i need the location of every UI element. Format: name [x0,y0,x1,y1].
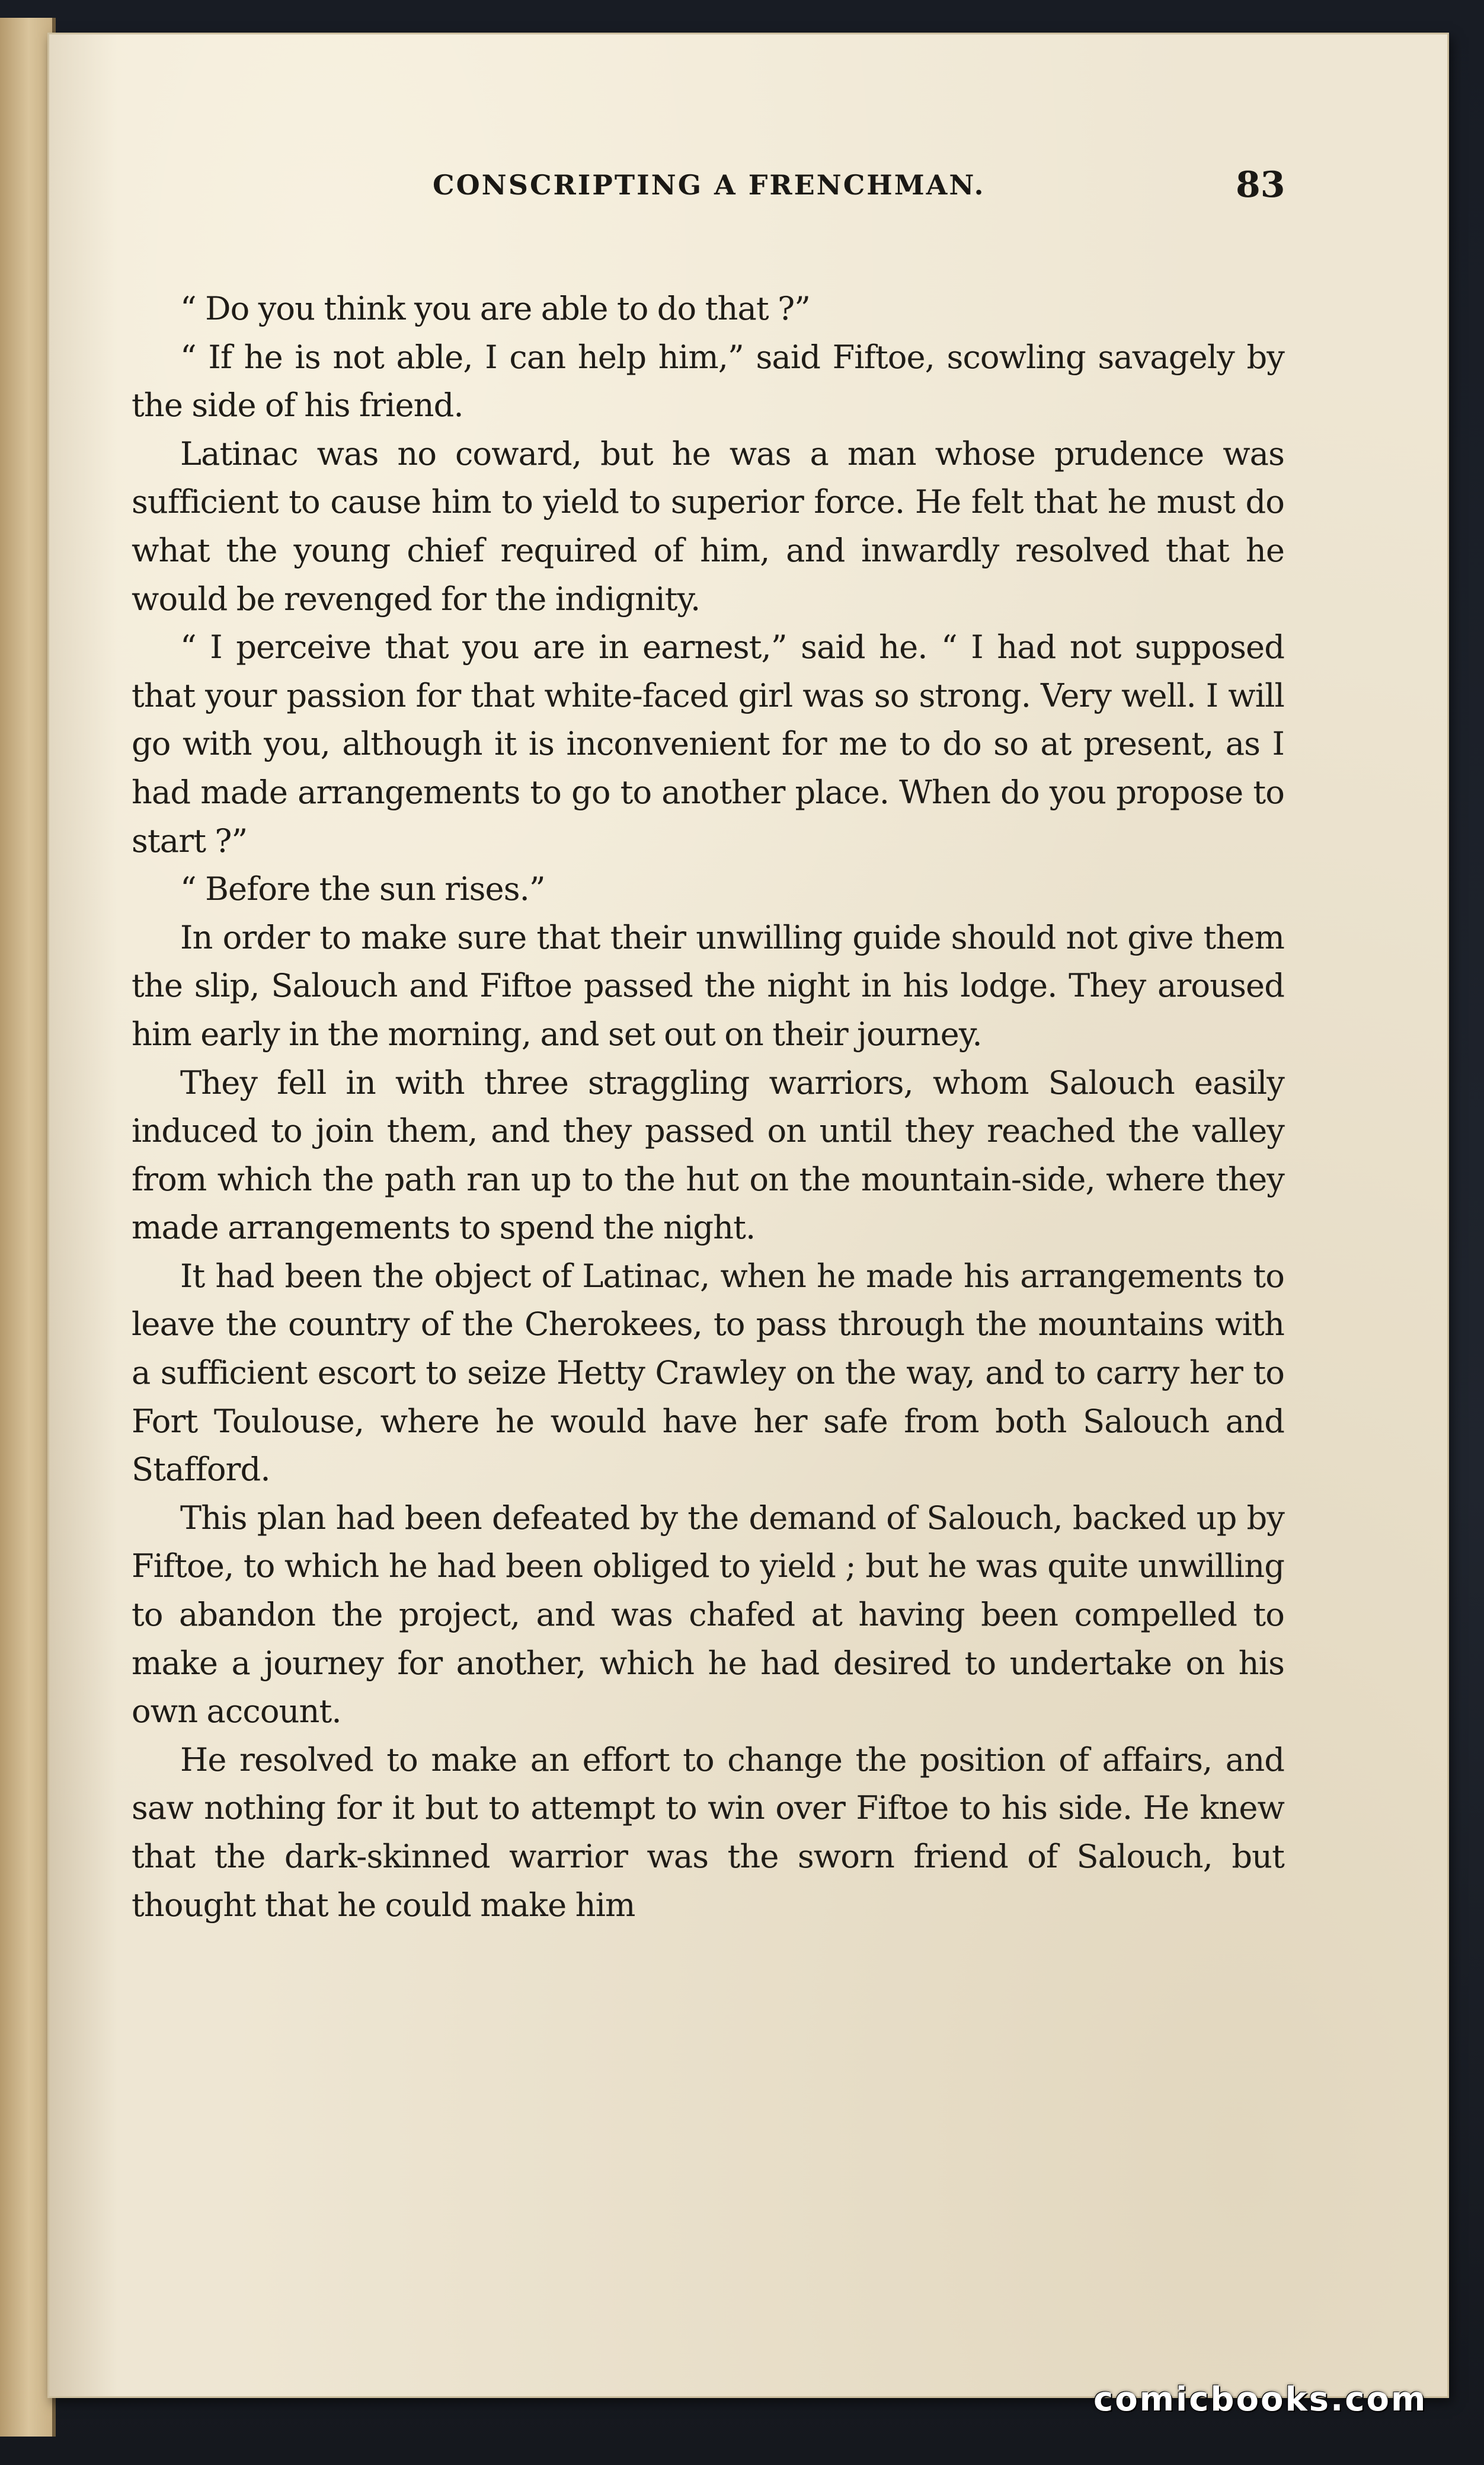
paragraph: “ Do you think you are able to do that ?” [180,290,811,327]
paragraph: They fell in with three straggling warriors, whom Salouch easily induced to join them, and they passed on until they reached the valley from which the path ran up to the hut on the mountain-side, where they made arrangements to spend the night. [132,1064,1284,1247]
paragraph: He resolved to make an effort to change the position of affairs, and saw nothing for it but to attempt to win over Fiftoe to his side. He knew that the dark-skinned warrior was the sworn friend of Salouch, but thought that he could make him [132,1741,1284,1924]
book-page [47,33,1449,2398]
body-text [132,285,1284,1929]
paragraph: “ I perceive that you are in earnest,” said he. “ I had not supposed that your passion for that white-faced girl was so strong. Very well. I will go with you, although it is inconvenient for me to do so at present, as I had made arrangements to go to another place. When do you propose to start ?” [132,628,1284,860]
paragraph: Latinac was no coward, but he was a man whose prudence was sufficient to cause him to yield to superior force. He felt that he must do what the young chief required of him, and inwardly resolved that he would be revenged for the indignity. [132,435,1284,618]
paragraph: “ If he is not able, I can help him,” said Fiftoe, scowling savagely by the side of his friend. [132,338,1284,424]
page-number: 83 [1236,164,1285,206]
paragraph: It had been the object of Latinac, when he made his arrangements to leave the country of the Cherokees, to pass through the mountains with a sufficient escort to seize Hetty Crawley on the way, and to carry her to Fort Toulouse, where he would have her safe from both Salouch and Stafford. [132,1257,1284,1489]
paragraph: In order to make sure that their unwilling guide should not give them the slip, Salouch and Fiftoe passed the night in his lodge. They aroused him early in the morning, and set out on their journey. [132,918,1284,1053]
running-head [47,164,1449,222]
site-watermark: comicbooks.com [1093,2380,1428,2419]
paragraph: “ Before the sun rises.” [180,870,545,908]
paragraph: This plan had been defeated by the demand of Salouch, backed up by Fiftoe, to which he had been obliged to yield ; but he was quite unwilling to abandon the project, and was chafed at having been compelled to make a journey for another, which he had desired to undertake on his own account. [132,1499,1284,1730]
running-head-title: CONSCRIPTING A FRENCHMAN. [433,169,986,201]
